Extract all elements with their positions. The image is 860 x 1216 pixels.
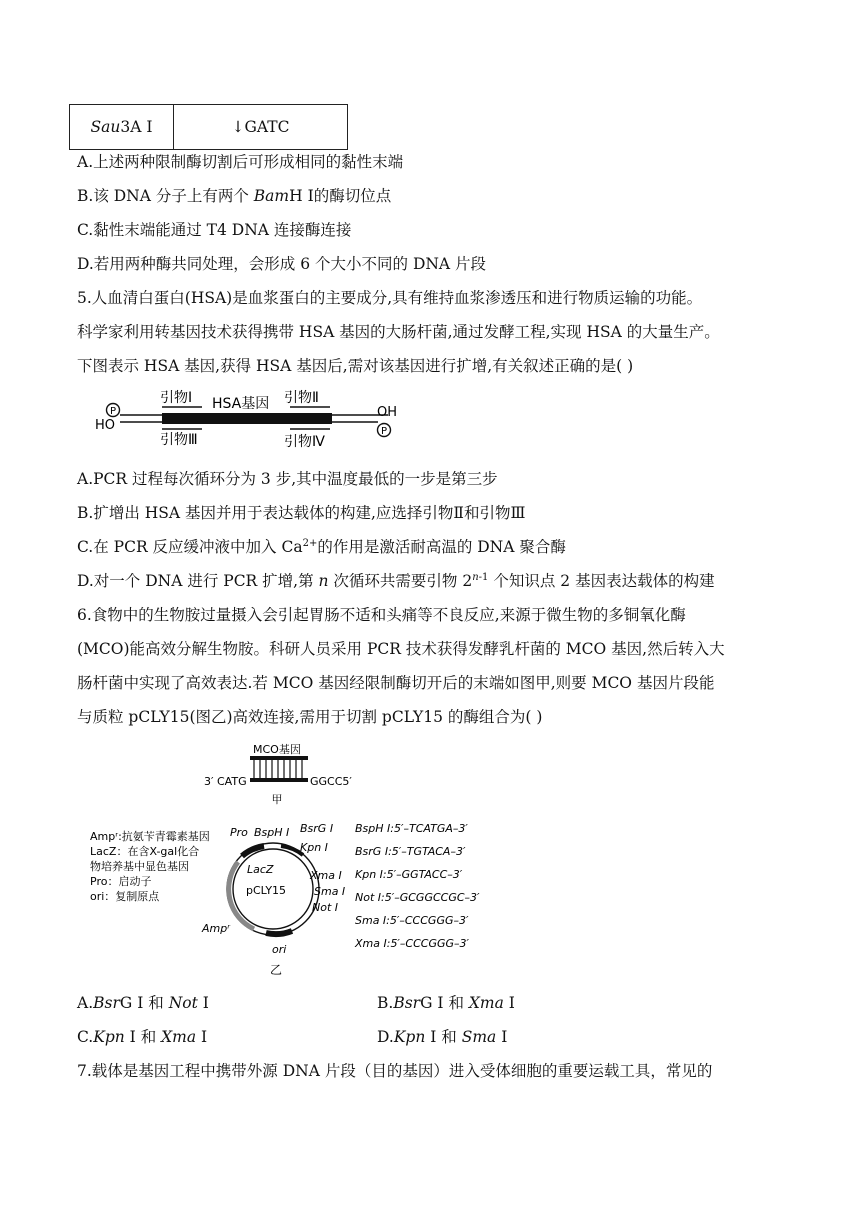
site-bsrg: BsrG Ⅰ:5′–TGTACA–3′ [355,845,466,858]
oh-label: OH [377,405,398,420]
sticky-end-right: GGCC5′ [310,775,352,788]
ho-label: HO [95,418,116,433]
site-not: Not Ⅰ:5′–GCGGCCGC–3′ [355,891,480,904]
site-xma: Xma Ⅰ:5′–CCCGGG–3′ [355,937,470,950]
pro-label: Pro [230,826,248,839]
q6-option-b: B.BsrG I 和 Xma I [377,994,515,1012]
legend-pro: Pro：启动子 [90,875,152,888]
q5-option-b: B.扩增出 HSA 基因并用于表达载体的构建,应选择引物Ⅱ和引物Ⅲ [77,504,526,522]
q6-stem-line4: 与质粒 pCLY15(图乙)高效连接,需用于切割 pCLY15 的酶组合为( ) [77,708,543,726]
table-row [70,105,348,150]
xma-label: Xma Ⅰ [310,869,342,882]
primer-3-label: 引物Ⅲ [160,432,198,448]
q5-stem-line2: 科学家利用转基因技术获得携带 HSA 基因的大肠杆菌,通过发酵工程,实现 HSA 的大量生产。 [77,323,720,341]
hsa-gene-label: HSA基因 [212,396,270,412]
site-sma: Sma Ⅰ:5′–CCCGGG–3′ [355,914,469,927]
hsa-gene-figure [90,384,410,454]
q4-option-d: D.若用两种酶共同处理，会形成 6 个大小不同的 DNA 片段 [77,255,487,273]
q5-stem-line1: 5.人血清白蛋白(HSA)是血浆蛋白的主要成分,具有维持血浆渗透压和进行物质运输的功能。 [77,289,703,307]
primer-1-label: 引物Ⅰ [160,390,193,406]
site-kpn: Kpn Ⅰ:5′–GGTACC–3′ [355,868,463,881]
enzyme-name-rest: 3A Ⅰ [120,118,153,136]
q6-stem-line3: 肠杆菌中实现了高效表达.若 MCO 基因经限制酶切开后的末端如图甲,则要 MCO 基因片段能 [77,674,715,692]
mco-plasmid-figure [78,740,518,980]
bsrg-label: BsrG Ⅰ [300,822,334,835]
q4-option-a: A.上述两种限制酶切割后可形成相同的黏性末端 [77,153,404,171]
q5-option-d: D.对一个 DNA 进行 PCR 扩增,第 n 次循环共需要引物 2$^{n-1}$ 个知识点 2 基因表达载体的构建 [77,571,715,590]
q4-option-c: C.黏性末端能通过 T4 DNA 连接酶连接 [77,221,352,239]
kpn-label: Kpn Ⅰ [300,841,328,854]
legend-ampr: Ampʳ:抗氨苄青霉素基因 [90,830,210,843]
q5-stem-line3: 下图表示 HSA 基因,获得 HSA 基因后,需对该基因进行扩增,有关叙述正确的是( ) [77,357,634,375]
q5-option-a: A.PCR 过程每次循环分为 3 步,其中温度最低的一步是第三步 [77,470,498,488]
q5-option-c: C.在 PCR 反应缓冲液中加入 $Ca^{2+}$的作用是激活耐高温的 DNA 聚合酶 [77,537,566,556]
figure-jia-label: 甲 [271,793,283,806]
q6-option-a: A.BsrG I 和 Not I [77,994,209,1012]
plasmid-name: pCLY15 [246,884,287,897]
site-bsph: BspH Ⅰ:5′–TCATGA–3′ [355,822,468,835]
q6-stem-line2: (MCO)能高效分解生物胺。科研人员采用 PCR 技术获得发酵乳杆菌的 MCO 基因,然后转入大 [77,640,725,658]
q4-option-b: B.该 DNA 分子上有两个 BamH Ⅰ的酶切位点 [77,187,392,205]
recognition-site-cell: ↓GATC [174,105,348,150]
ori-label: ori [272,943,287,956]
phosphate-label-left: P [109,406,117,417]
mco-gene-label: MCO基因 [253,743,301,756]
sma-label: Sma Ⅰ [314,885,346,898]
q6-option-d: D.Kpn I 和 Sma I [377,1028,508,1046]
primer-4-label: 引物Ⅳ [284,434,325,450]
lacz-label: LacZ [247,863,274,876]
not-label: Not Ⅰ [312,901,339,914]
q7-stem-line1: 7.载体是基因工程中携带外源 DNA 片段（目的基因）进入受体细胞的重要运载工具，常见的 [77,1062,713,1080]
phosphate-label-right: P [380,426,388,437]
ampr-label: Ampʳ [202,922,231,935]
q6-option-c: C.Kpn I 和 Xma I [77,1028,208,1046]
legend-ori: ori：复制原点 [90,890,160,903]
q6-stem-line1: 6.食物中的生物胺过量摄入会引起胃肠不适和头痛等不良反应,来源于微生物的多铜氧化酶 [77,606,686,624]
legend-lacz-1: LacZ：在含X-gal化合 [90,845,200,858]
enzyme-table [69,104,348,150]
figure-yi-label: 乙 [270,963,283,977]
legend-lacz-2: 物培养基中显色基因 [90,860,189,873]
bsph-label: BspH Ⅰ [254,826,290,839]
enzyme-name-italic: Sau [90,118,121,136]
enzyme-name-cell [70,105,174,150]
sticky-end-left: 3′ CATG [204,775,247,788]
primer-2-label: 引物Ⅱ [284,390,319,406]
